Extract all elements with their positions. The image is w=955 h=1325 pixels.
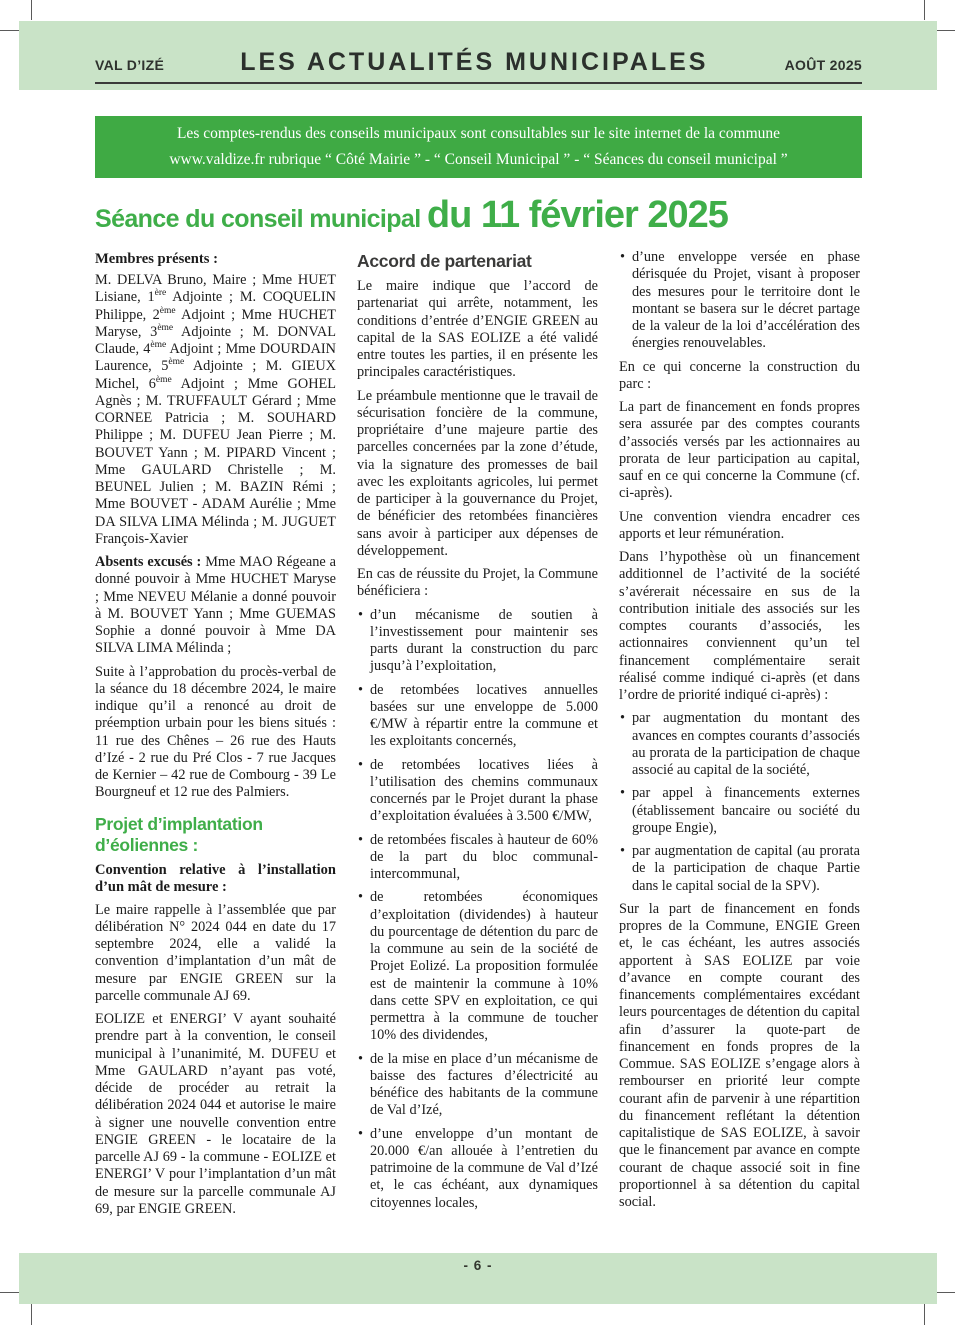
page-title-prefix: Séance du conseil municipal	[95, 205, 427, 233]
convention-paragraph-2: EOLIZE et ENERGI’ V ayant souhaité prendre part à la convention, le conseil municipal à l’unanimité, M. DUFEU et Mme GAULARD n’ayant pas voté, décide de procéder au retrait la délibération 2024 044 et autorise le maire à signer une nouvelle convention entre ENGIE GREEN - le locataire de la parcelle AJ 69 - la commune - EOLIZE et ENERGI’ V pour l’implantation d’un mât de mesure sur la parcelle communale AJ 69, par ENGIE GREEN.	[95, 1011, 336, 1217]
notice-line-1: Les comptes-rendus des conseils municipaux sont consultables sur le site internet de la commune	[176, 125, 781, 142]
notice-box	[95, 116, 862, 178]
accord-paragraph-2: Le préambule mentionne que le travail de sécurisation foncière de la commune, propriétaire d’une majeure partie des parcelles concernées par la zone d’étude, via la signature des promesses de bail avec les exploitants agricoles, lui permet de participer à la gouvernance du Projet, de bénéficier des retombées financières sans avoir à participer aux dépenses de développement.	[357, 387, 598, 559]
crop-mark	[934, 30, 955, 31]
masthead-row	[95, 48, 862, 84]
benefits-bullet-list	[357, 607, 598, 1212]
preemption-paragraph: Suite à l’approbation du procès-verbal de la séance du 18 décembre 2024, le maire indique qu’il a renoncé au droit de préemption urbain pour les biens situés : 11 rue des Chênes – 26 rue des Hauts d’Izé - 2 rue du Pré Clos - 7 rue Jacques de Kernier – 42 rue de Combourg - 39 Le Bourgneuf et 12 rue des Palmiers.	[95, 663, 336, 801]
column-1	[95, 249, 336, 1224]
financement-paragraph: Dans l’hypothèse où un financement additionnel de l’activité de la société s’avérerait nécessaire en sus de la contribution initiale des associés sur les comptes courants d’associés, les actionnaires conviennent qu’un tel financement complémentaire serait réalisé comme indiqué ci-après (et dans l’ordre de priorité indiqué ci-après) :	[619, 549, 860, 703]
section-heading-accord: Accord de partenariat	[357, 251, 532, 271]
article-body	[95, 249, 862, 1224]
fonds-propres-paragraph: Sur la part de financement en fonds propres de la Commune, ENGIE Green et, le cas échéant, les autres associés apportent à SAS EOLIZE par voie d’avance en compte courant des financements complémentaires excédant leurs pourcentages de détention du capital afin d’assurer la quote-part de financement en fonds propres de la Commue. SAS EOLIZE s’engage alors à rembourser en priorité leur compte courant afin de parvenir à une répartition du financement reflétant la détention capitalistique de SAS EOLIZE, à savoir que le financement par avance en compte courant de chaque associé soit in fine proportionnel à sa détention du capital social.	[619, 900, 860, 1210]
page-number: - 6 -	[463, 1258, 493, 1273]
column-2	[357, 249, 598, 1224]
crop-mark	[934, 1292, 955, 1293]
benefits-bullet-list-continued	[619, 249, 860, 353]
issue-date: AOÛT 2025	[784, 57, 862, 73]
column-3	[619, 249, 860, 1224]
construction-paragraph-3: Une convention viendra encadrer ces apports et leur rémunération.	[619, 508, 860, 542]
bullet-item: • d’une enveloppe versée en phase dérisquée du Projet, visant à proposer des mesures pour le territoire dont le montant se basera sur le décret partage de la valeur de la loi d’accélération des énergies renouvelables.	[619, 249, 860, 353]
commune-name: VAL D’IZÉ	[95, 57, 165, 73]
crop-mark	[31, 1302, 32, 1325]
bullet-item: • par appel à financements externes (établissement bancaire ou société du groupe Engie),	[619, 785, 860, 837]
bullet-item: • d’une enveloppe d’un montant de 20.000 €/an allouée à l’entretien du patrimoine de la commune de Val d’Izé et, le cas échéant, aux dynamiques citoyennes locales,	[357, 1126, 598, 1212]
construction-paragraph-1: En ce qui concerne la construction du parc :	[619, 358, 860, 392]
bullet-item: • de retombées économiques d’exploitation (dividendes) à hauteur du pourcentage de détention du parc de la commune au sein de la société de Projet Eolizé. La proposition formulée est de maintenir la commune à 10% dans cette SPV en exploitation, ce qui permettra à la commune de toucher 10% des dividendes,	[357, 889, 598, 1044]
members-present-label: Membres présents :	[95, 251, 218, 267]
absents-paragraph	[95, 554, 336, 658]
convention-subheading: Convention relative à l’installation d’un mât de mesure :	[95, 861, 336, 895]
crop-mark	[31, 0, 32, 20]
crop-mark	[924, 1302, 925, 1325]
page-title	[95, 194, 895, 237]
notice-line-2: www.valdize.fr rubrique “ Côté Mairie ” - “ Conseil Municipal ” - “ Séances du conseil municipal ”	[169, 151, 788, 168]
accord-paragraph-3: En cas de réussite du Projet, la Commune bénéficiera :	[357, 566, 598, 600]
bullet-item: • de retombées locatives annuelles basées sur une enveloppe de 5.000 €/MW à répartir entre la commune et les exploitants concernés,	[357, 682, 598, 751]
bullet-item: • d’un mécanisme de soutien à l’investissement pour maintenir ses parts durant la construction du parc jusqu’à l’exploitation,	[357, 607, 598, 676]
convention-paragraph-1: Le maire rappelle à l’assemblée que par délibération N° 2024 044 en date du 17 septembre 2024, elle a validé la convention d’implantation d’un mât de mesure par ENGIE GREEN sur la parcelle communale AJ 69.	[95, 901, 336, 1004]
masthead-band	[19, 21, 937, 90]
section-heading-eoliennes: Projet d’implantation d’éoliennes :	[95, 813, 263, 855]
bullet-item: • par augmentation de capital (au prorata de la participation de chaque Partie dans le capital social de la SPV).	[619, 843, 860, 895]
bullet-item: • de retombées locatives liées à l’utilisation des chemins communaux concernés par le Projet durant la phase d’exploitation évaluées à 3.500 €/MW,	[357, 757, 598, 826]
bullet-item: • de la mise en place d’un mécanisme de baisse des factures d’électricité au bénéfice des habitants de la commune de Val d’Izé,	[357, 1051, 598, 1120]
absents-label: Absents excusés :	[95, 554, 202, 570]
footer-band	[19, 1253, 937, 1304]
financement-bullet-list	[619, 710, 860, 895]
accord-paragraph-1: Le maire indique que l’accord de partenariat qui arrête, notamment, les conditions d’entrée d’ENGIE GREEN au capital de la SAS EOLIZE a été validé entre toutes les parties, il en présente les principales caractéristiques.	[357, 278, 598, 381]
members-present-paragraph: M. DELVA Bruno, Maire ; Mme HUET Lisiane, 1ère Adjointe ; M. COQUELIN Philippe, 2ème Adjoint ; Mme HUCHET Maryse, 3ème Adjointe ; M. DONVAL Claude, 4ème Adjoint ; Mme DOURDAIN Laurence, 5ème Adjointe ; M. GIEUX Michel, 6ème Adjoint ; Mme GOHEL Agnès ; M. TRUFFAULT Gérard ; Mme CORNEE Patricia ; M. SOUHARD Philippe ; M. DUFEU Jean Pierre ; M. BOUVET Yann ; M. PIPARD Vincent ; Mme GAULARD Christelle ; M. BEUNEL Julien ; M. BAZIN Rémi ; Mme BOUVET - ADAM Aurélie ; Mme DA SILVA LIMA Mélinda ; M. JUGUET François-Xavier	[95, 272, 337, 547]
construction-paragraph-2: La part de financement en fonds propres sera assurée par des comptes courants d’associés versés par les actionnaires au prorata de leur participation au capital, sauf en ce qui concerne la Commune (cf. ci-après).	[619, 399, 860, 502]
absents-text: Mme MAO Régeane a donné pouvoir à Mme HUCHET Maryse ; Mme NEVEU Mélanie a donné pouvoir à M. BOUVET Yann ; Mme GUEMAS Sophie a donné pouvoir à Mme DA SILVA LIMA Mélinda ;	[95, 554, 336, 657]
page-title-date: du 11 février 2025	[426, 194, 728, 236]
crop-mark	[924, 0, 925, 20]
bullet-item: • par augmentation du montant des avances en comptes courants d’associés au prorata de la participation de chaque associé au capital de la société,	[619, 710, 860, 779]
newsletter-title: LES ACTUALITÉS MUNICIPALES	[240, 48, 709, 76]
bullet-item: • de retombées fiscales à hauteur de 60% de la part du bloc communal-intercommunal,	[357, 832, 598, 884]
